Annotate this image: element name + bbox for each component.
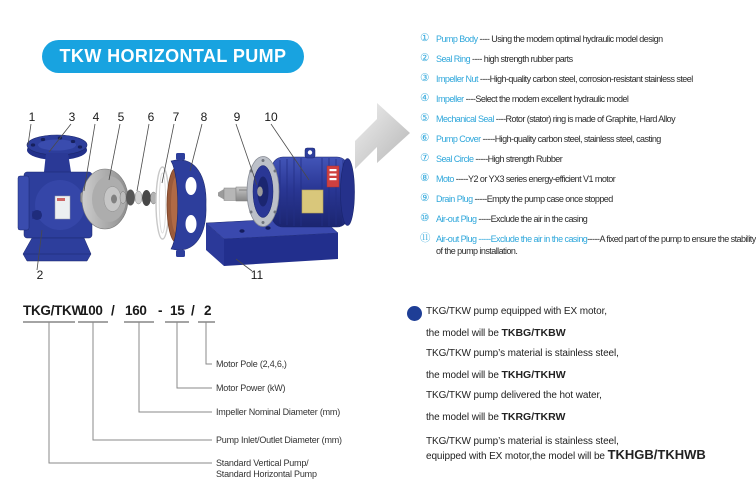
part-number-label: 6 bbox=[147, 110, 155, 124]
part-list-item bbox=[420, 74, 756, 85]
part-list-item bbox=[420, 54, 756, 65]
variant-item bbox=[426, 344, 756, 386]
part-description: ---- Using the modern optimal hydraulic model design bbox=[477, 34, 663, 44]
part-description: ----Rotor (stator) ring is made of Graphite, Hard Alloy bbox=[493, 114, 676, 124]
variant-item bbox=[426, 435, 756, 463]
part-description: -----Y2 or YX3 series energy-efficient V1 motor bbox=[453, 174, 616, 184]
variant-result bbox=[426, 365, 756, 387]
variant-condition: TKG/TKW pump’s material is stainless steel, bbox=[426, 348, 619, 359]
part-list-item bbox=[420, 194, 756, 205]
part-name: Seal Circle bbox=[436, 154, 474, 164]
part-number-label: 4 bbox=[92, 110, 100, 124]
part-number-label: 3 bbox=[68, 110, 76, 124]
page-title: TKW HORIZONTAL PUMP bbox=[59, 46, 287, 66]
motor-front-flange bbox=[247, 157, 279, 227]
model-code-label: Motor Power (kW) bbox=[216, 383, 286, 393]
model-code-label: Pump Inlet/Outlet Diameter (mm) bbox=[216, 435, 342, 445]
part-name: Air-out Plug bbox=[436, 214, 477, 224]
variant-model-code: TKHG/TKHW bbox=[501, 368, 566, 381]
part-list-item bbox=[420, 134, 756, 145]
part-name: Seal Ring bbox=[436, 54, 471, 64]
model-code-segment: TKG/TKW bbox=[23, 303, 84, 318]
model-code-label: Motor Pole (2,4,6,) bbox=[216, 359, 287, 369]
part-list-item bbox=[420, 94, 756, 105]
part-number-badge: ⑤ bbox=[420, 112, 430, 124]
part-name: Mechanical Seal bbox=[436, 114, 494, 124]
part-number-badge: ⑥ bbox=[420, 132, 430, 144]
part-number-badge: ② bbox=[420, 52, 430, 64]
bullet-circle-icon bbox=[407, 306, 422, 321]
part-name: Drain Plug bbox=[436, 194, 473, 204]
part-description: -----High strength Rubber bbox=[473, 154, 563, 164]
variant-result bbox=[426, 448, 756, 463]
part-description: -----High-quality carbon steel, stainless steel, casting bbox=[480, 134, 661, 144]
part-description: -----Exclude the air in the casing bbox=[476, 214, 588, 224]
part-number-badge: ⑩ bbox=[420, 212, 430, 224]
variant-result bbox=[426, 323, 756, 345]
part-list-item bbox=[420, 34, 756, 45]
variant-model-code: TKBG/TKBW bbox=[501, 326, 566, 339]
variant-result-prefix: the model will be bbox=[426, 411, 502, 423]
variant-item bbox=[426, 302, 756, 344]
part-number-label: 9 bbox=[233, 110, 241, 124]
model-code-label: Impeller Nominal Diameter (mm) bbox=[216, 407, 341, 417]
title-ribbon bbox=[42, 40, 304, 73]
model-variants bbox=[400, 302, 756, 463]
part-name: Pump Cover bbox=[436, 134, 481, 144]
variant-result-prefix: the model will be bbox=[426, 369, 502, 381]
pump-exploded-diagram bbox=[10, 95, 360, 295]
part-description: ---- high strength rubber parts bbox=[470, 54, 573, 64]
part-number-badge: ④ bbox=[420, 92, 430, 104]
model-code-segment: / bbox=[111, 303, 115, 318]
model-code-segment: - bbox=[158, 303, 163, 318]
part-number-badge: ⑨ bbox=[420, 192, 430, 204]
model-code-label: Standard Vertical Pump/ bbox=[216, 458, 309, 468]
part-description: ----Select the modern excellent hydraulic model bbox=[463, 94, 629, 104]
variant-result bbox=[426, 407, 756, 429]
model-code-connectors bbox=[49, 322, 212, 463]
part-number-badge: ⑦ bbox=[420, 152, 430, 164]
part-list-item bbox=[420, 234, 756, 257]
part-number-label: 2 bbox=[36, 268, 44, 282]
part-description: ----High-quality carbon steel, corrosion-resistant stainless steel bbox=[477, 74, 693, 84]
model-code-labels bbox=[216, 359, 342, 479]
part-number-label: 8 bbox=[200, 110, 208, 124]
part-number-badge: ① bbox=[420, 32, 430, 44]
model-code-segment: 15 bbox=[170, 303, 185, 318]
variant-result-prefix: equipped with EX motor,the model will be bbox=[426, 451, 608, 462]
variant-condition: TKG/TKW pump delivered the hot water, bbox=[426, 390, 602, 401]
model-code-segment: 160 bbox=[125, 303, 147, 318]
part-name: Impeller Nut bbox=[436, 74, 478, 84]
model-code-segment: 2 bbox=[204, 303, 212, 318]
model-code-segments bbox=[23, 303, 211, 318]
part-number-label: 11 bbox=[250, 268, 264, 282]
model-code-label: Standard Horizontal Pump bbox=[216, 469, 317, 479]
variant-result-prefix: the model will be bbox=[426, 327, 502, 339]
part-list-item bbox=[420, 154, 756, 165]
part-number-badge: ⑪ bbox=[420, 232, 431, 244]
part-name: Impeller bbox=[436, 94, 464, 104]
parts-list bbox=[420, 34, 756, 266]
variant-condition: TKG/TKW pump equipped with EX motor, bbox=[426, 306, 607, 317]
part-list-item bbox=[420, 174, 756, 185]
variant-model-code: TKHGB/TKHWB bbox=[607, 447, 706, 462]
part-list-item bbox=[420, 114, 756, 125]
variant-item bbox=[426, 386, 756, 428]
part-number-label: 7 bbox=[172, 110, 180, 124]
part-number-badge: ⑧ bbox=[420, 172, 430, 184]
motor bbox=[272, 148, 355, 227]
part-number-badge: ③ bbox=[420, 72, 430, 84]
part-name: Pump Body bbox=[436, 34, 478, 44]
variant-model-code: TKRG/TKRW bbox=[501, 410, 566, 423]
part-number-label: 5 bbox=[117, 110, 125, 124]
model-code-diagram bbox=[15, 298, 365, 490]
part-name: Air-out Plug -----Exclude the air in the casing bbox=[436, 234, 588, 244]
part-list-item bbox=[420, 214, 756, 225]
variant-condition: TKG/TKW pump’s material is stainless steel, bbox=[426, 436, 619, 447]
part-description: -----Empty the pump case once stopped bbox=[472, 194, 613, 204]
pump-cover bbox=[167, 153, 206, 257]
part-description: -----A fixed part of the pump to ensure the stability of the pump installation. bbox=[436, 234, 756, 256]
model-code-segment: 100 bbox=[81, 303, 103, 318]
model-code-segment: / bbox=[191, 303, 195, 318]
part-number-label: 1 bbox=[28, 110, 36, 124]
part-number-label: 10 bbox=[264, 110, 278, 124]
motor-nameplate bbox=[302, 190, 323, 213]
arrow-right-icon bbox=[352, 97, 414, 169]
part-name: Moto bbox=[436, 174, 454, 184]
